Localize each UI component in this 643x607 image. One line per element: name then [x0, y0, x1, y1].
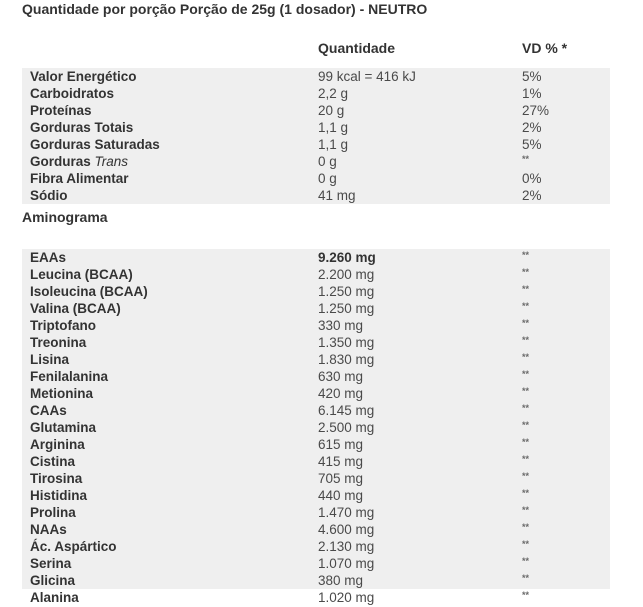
row-vd: **	[522, 369, 530, 379]
row-name: Leucina (BCAA)	[30, 267, 133, 282]
row-vd: **	[522, 488, 530, 498]
table-row	[22, 317, 610, 334]
table-row	[22, 153, 610, 170]
table-row	[22, 538, 610, 555]
table-row	[22, 368, 610, 385]
row-name: Prolina	[30, 505, 76, 520]
row-quantity: 1,1 g	[318, 137, 349, 152]
row-name: Alanina	[30, 590, 79, 605]
row-quantity: 6.145 mg	[318, 403, 375, 418]
row-quantity: 380 mg	[318, 573, 364, 588]
row-name: Glutamina	[30, 420, 97, 435]
row-vd: **	[522, 539, 530, 549]
table-row	[22, 334, 610, 351]
row-quantity: 1.070 mg	[318, 556, 375, 571]
table-row	[22, 572, 610, 589]
row-quantity: 2.130 mg	[318, 539, 375, 554]
row-name: Tirosina	[30, 471, 83, 486]
row-name: Valor Energético	[30, 69, 137, 84]
table-row	[22, 402, 610, 419]
row-vd: **	[522, 284, 530, 294]
row-vd: 5%	[522, 69, 542, 84]
row-vd: **	[522, 335, 530, 345]
row-vd: **	[522, 154, 530, 164]
row-name: CAAs	[30, 403, 67, 418]
row-quantity: 330 mg	[318, 318, 364, 333]
table-row	[22, 102, 610, 119]
row-quantity: 630 mg	[318, 369, 364, 384]
row-quantity: 705 mg	[318, 471, 364, 486]
row-quantity: 1.830 mg	[318, 352, 375, 367]
row-name: Gorduras Saturadas	[30, 137, 160, 152]
table-row	[22, 187, 610, 204]
row-quantity: 2.500 mg	[318, 420, 375, 435]
row-quantity: 1.350 mg	[318, 335, 375, 350]
header-quantity: Quantidade	[318, 40, 396, 56]
row-vd: **	[522, 403, 530, 413]
table-title: Quantidade por porção Porção de 25g (1 dosador) - NEUTRO	[22, 1, 428, 17]
row-quantity: 1.470 mg	[318, 505, 375, 520]
row-quantity: 20 g	[318, 103, 345, 118]
row-quantity: 0 g	[318, 154, 337, 169]
table-row	[22, 266, 610, 283]
row-vd: 0%	[522, 171, 542, 186]
row-vd: 2%	[522, 188, 542, 203]
row-quantity: 0 g	[318, 171, 337, 186]
row-name: Valina (BCAA)	[30, 301, 121, 316]
row-quantity: 1.250 mg	[318, 284, 375, 299]
row-quantity: 2,2 g	[318, 86, 349, 101]
row-name: Sódio	[30, 188, 68, 203]
table-row	[22, 419, 610, 436]
row-name: Treonina	[30, 335, 87, 350]
row-name: Histidina	[30, 488, 88, 503]
row-name: Metionina	[30, 386, 93, 401]
row-name: Triptofano	[30, 318, 96, 333]
table-row	[22, 589, 610, 606]
table-row	[22, 300, 610, 317]
row-vd: **	[522, 250, 530, 260]
row-name	[30, 153, 128, 170]
row-vd: **	[522, 573, 530, 583]
table-row	[22, 504, 610, 521]
table-row	[22, 170, 610, 187]
row-vd: **	[522, 454, 530, 464]
row-name: Gorduras Totais	[30, 120, 134, 135]
row-quantity: 41 mg	[318, 188, 356, 203]
row-name: Proteínas	[30, 103, 92, 118]
row-name: Arginina	[30, 437, 85, 452]
table-row	[22, 436, 610, 453]
table-row	[22, 385, 610, 402]
row-vd: **	[522, 352, 530, 362]
header-vd: VD % *	[522, 40, 568, 56]
row-name: Fenilalanina	[30, 369, 109, 384]
row-name: Carboidratos	[30, 86, 115, 101]
table-row	[22, 351, 610, 368]
row-vd: **	[522, 420, 530, 430]
row-quantity: 2.200 mg	[318, 267, 375, 282]
table-row	[22, 453, 610, 470]
row-vd: **	[522, 471, 530, 481]
row-name: Ác. Aspártico	[30, 539, 117, 554]
row-vd: 1%	[522, 86, 542, 101]
table-row	[22, 249, 610, 266]
row-name: EAAs	[30, 250, 67, 265]
row-vd: **	[522, 556, 530, 566]
row-quantity: 1.020 mg	[318, 590, 375, 605]
row-quantity: 4.600 mg	[318, 522, 375, 537]
row-name: Isoleucina (BCAA)	[30, 284, 148, 299]
row-name: NAAs	[30, 522, 67, 537]
row-name: Cistina	[30, 454, 76, 469]
row-name: Glicina	[30, 573, 76, 588]
row-vd: 5%	[522, 137, 542, 152]
row-name: Serina	[30, 556, 72, 571]
table-row	[22, 283, 610, 300]
table-row	[22, 521, 610, 538]
row-quantity: 1,1 g	[318, 120, 349, 135]
aminogram-heading: Aminograma	[22, 209, 108, 225]
row-name: Lisina	[30, 352, 70, 367]
row-name: Fibra Alimentar	[30, 171, 129, 186]
row-quantity: 9.260 mg	[318, 250, 376, 265]
table-row	[22, 119, 610, 136]
table-row	[22, 555, 610, 572]
row-vd: **	[522, 590, 530, 600]
table-row	[22, 68, 610, 85]
row-vd: **	[522, 386, 530, 396]
row-quantity: 440 mg	[318, 488, 364, 503]
row-name-italic: Trans	[94, 154, 129, 169]
row-vd: **	[522, 318, 530, 328]
row-vd: 2%	[522, 120, 542, 135]
row-vd: **	[522, 505, 530, 515]
row-quantity: 1.250 mg	[318, 301, 375, 316]
table-row	[22, 470, 610, 487]
row-name-main: Gorduras	[30, 154, 91, 169]
row-vd: **	[522, 437, 530, 447]
row-vd: 27%	[522, 103, 550, 118]
table-row	[22, 85, 610, 102]
row-quantity: 99 kcal = 416 kJ	[318, 69, 416, 84]
row-quantity: 615 mg	[318, 437, 364, 452]
table-row	[22, 487, 610, 504]
row-vd: **	[522, 301, 530, 311]
row-quantity: 415 mg	[318, 454, 364, 469]
table-row	[22, 136, 610, 153]
row-quantity: 420 mg	[318, 386, 364, 401]
row-vd: **	[522, 522, 530, 532]
row-vd: **	[522, 267, 530, 277]
